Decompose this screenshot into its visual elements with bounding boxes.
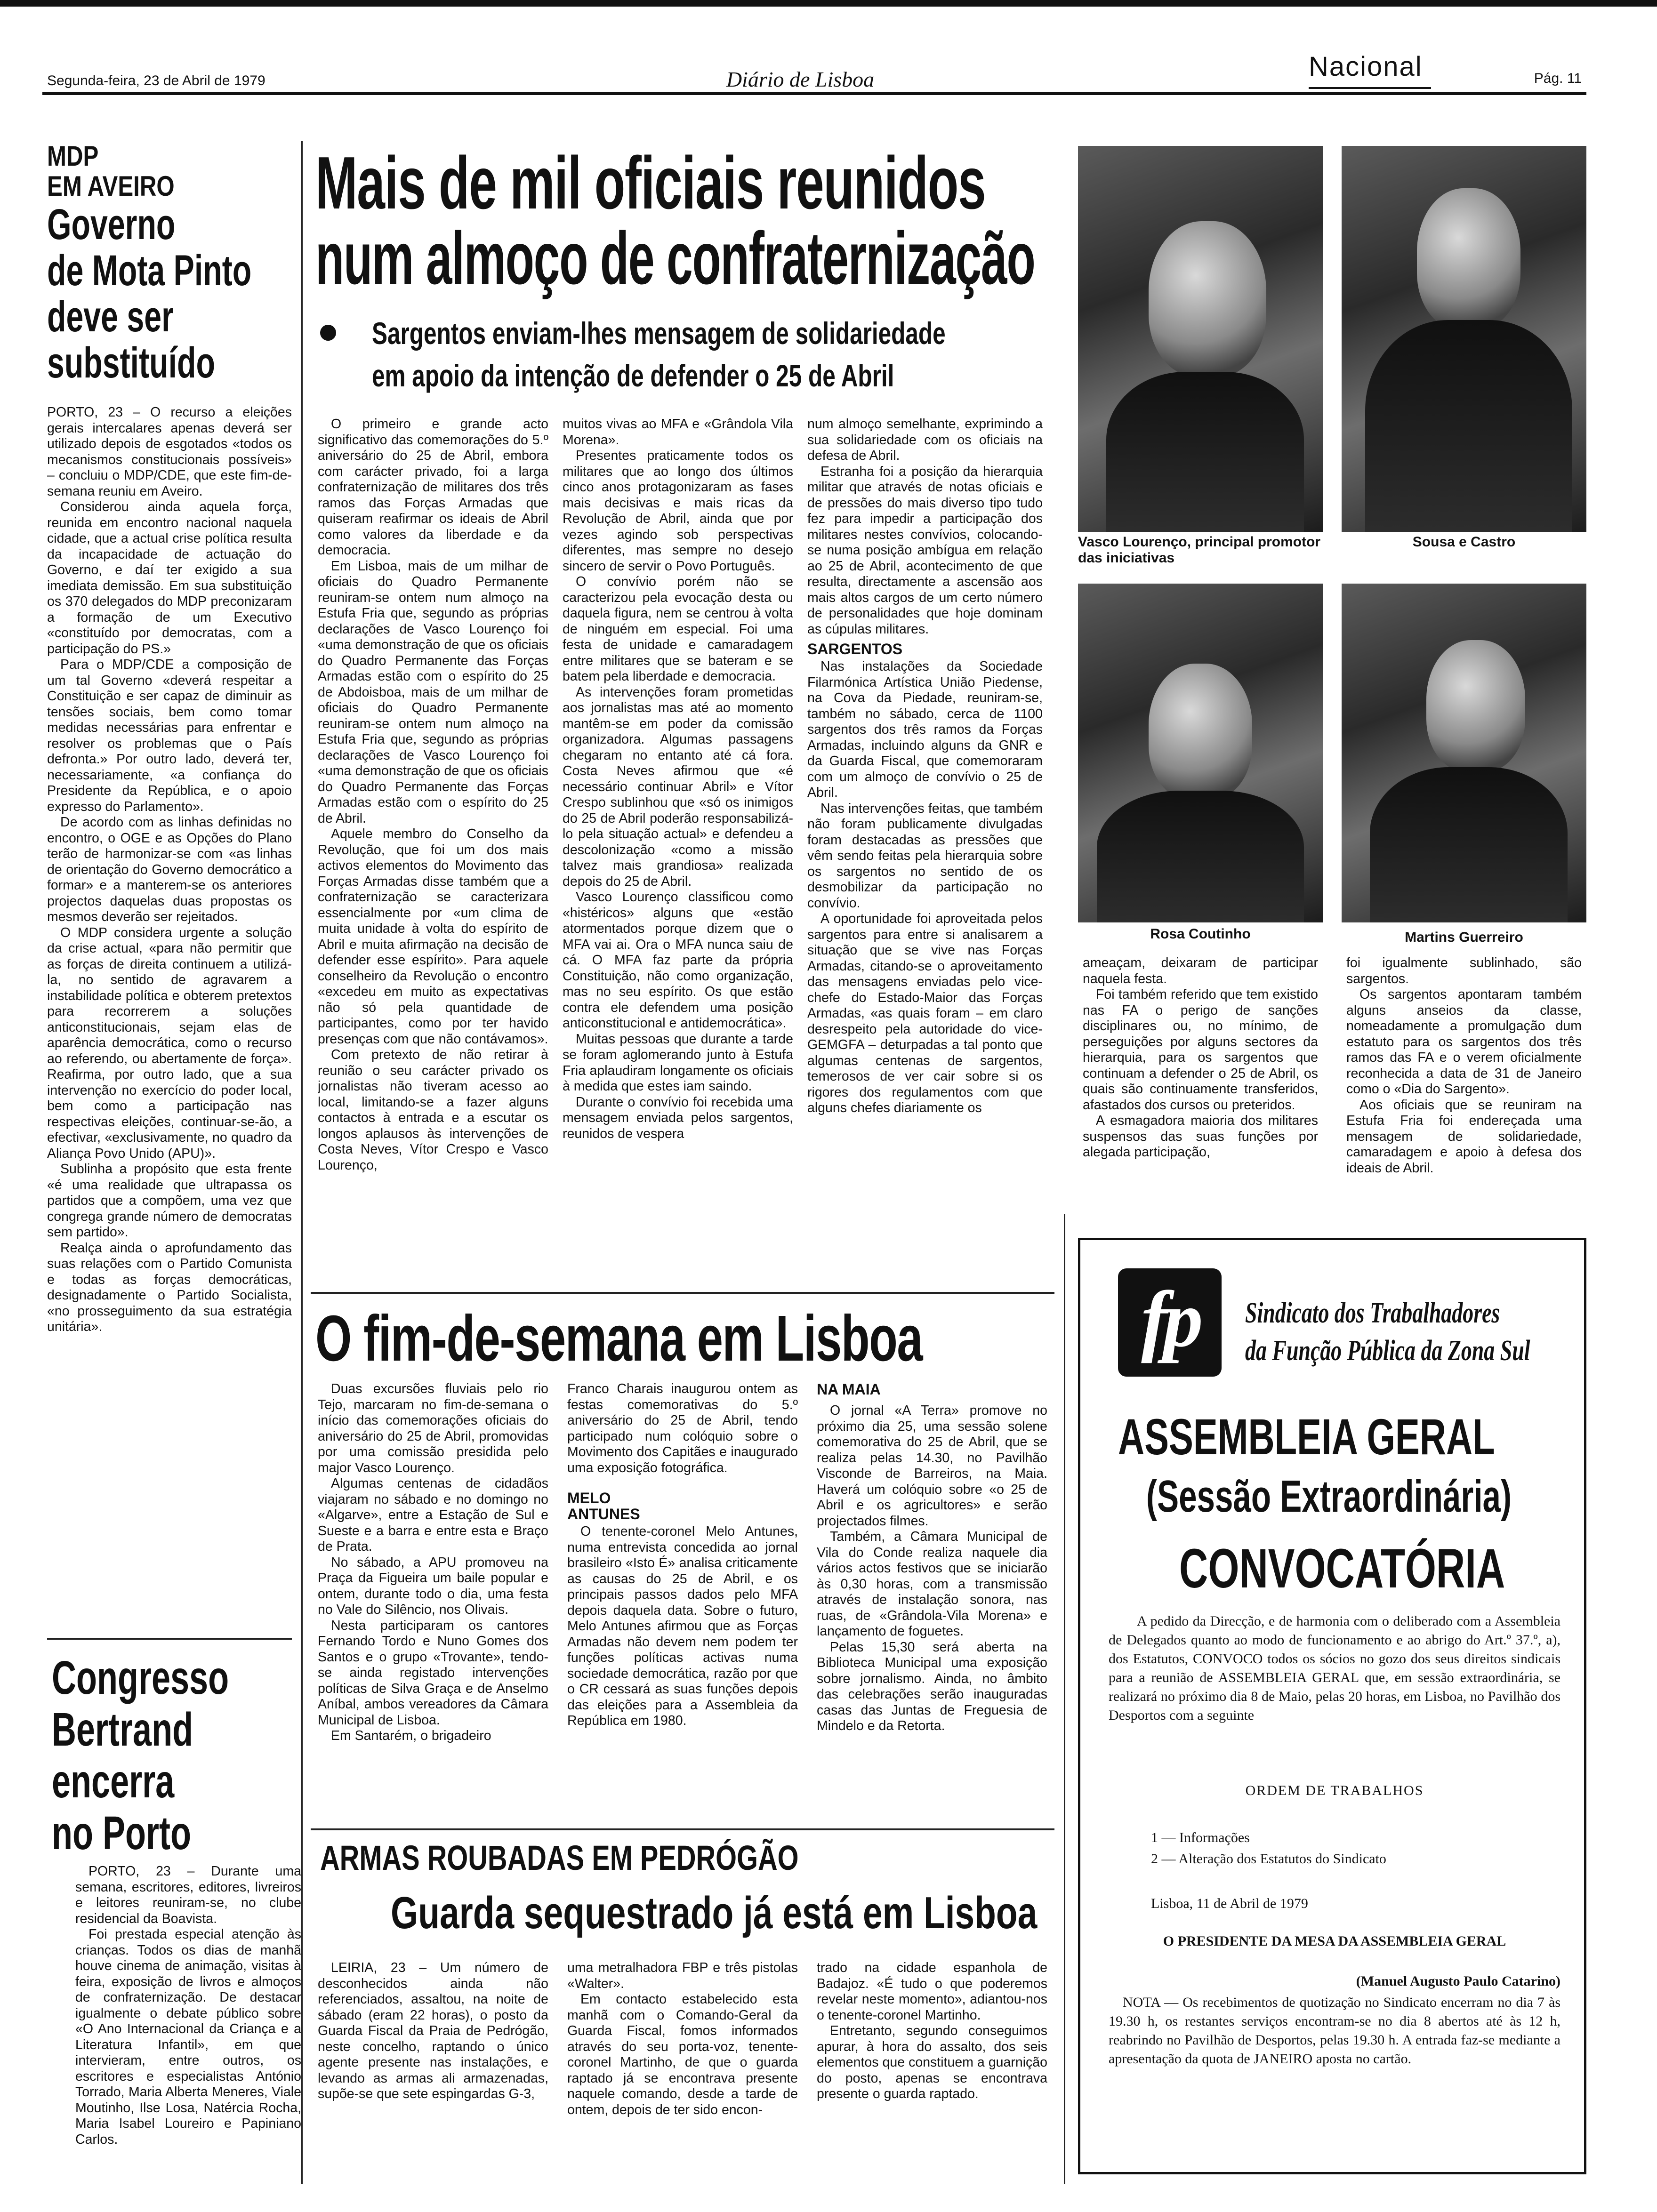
- paragraph: O tenente-coronel Melo Antunes, numa entrevista concedida ao jornal brasileiro «Isto É» analisa criticamente as causas do 25 de Abril, e os principais passos dados pelo MFA depois daquela data. Sobre o futuro, Melo Antunes afirmou que as Forças Armadas não devem nem podem ter funções políticas activas numa sociedade democrática, razão por que o CR cessará as suas funções depois das eleições para a Assembleia da República em 1980.: [567, 1524, 798, 1728]
- divider: [311, 1292, 1054, 1294]
- agenda-item-2: 2 — Alteração dos Estatutos do Sindicato: [1151, 1851, 1386, 1867]
- paragraph: PORTO, 23 – Durante uma semana, escritores, editores, livreiros e leitores reuniram-se, no clube residencial da Boavista.: [75, 1864, 301, 1926]
- union-announcement: [1078, 1238, 1586, 2174]
- divider: [311, 1828, 1054, 1830]
- paragraph: No sábado, a APU promoveu na Praça da Figueira um baile popular e ontem, durante todo o dia, uma festa no Vale do Silêncio, nos Olivais.: [318, 1555, 548, 1617]
- announcement-body: A pedido da Direcção, e de harmonia com o deliberado com a Assembleia de Delegados quanto ao modo de funcionamento e ao abrigo do Art.º 37.º, a), dos Estatutos, CONVOCO todos os sócios no gozo dos seus direitos sindicais para a reunião de ASSEMBLEIA GERAL que, em sessão extraordinária, se realizará no próximo dia 8 de Maio, pelas 20 horas, em Lisboa, no Pavilhão dos Desportos com a seguinte: [1109, 1613, 1560, 1723]
- paragraph: Duas excursões fluviais pelo rio Tejo, marcaram no fim-de-semana o início das comemorações oficiais do aniversário do 25 de Abril, promovidas por uma comissão presidida pelo major Vasco Lourenço.: [318, 1381, 548, 1475]
- paragraph: Em contacto estabelecido esta manhã com o Comando-Geral da Guarda Fiscal, fomos informados através do seu porta-voz, tenente-coronel Martinho, de que o guarda raptado já se encontrava presente naquele comando, desde a tarde de ontem, depois de ter sido encon-: [567, 1992, 798, 2117]
- caption-martins-guerreiro: Martins Guerreiro: [1405, 930, 1523, 945]
- bertrand-headline: [52, 1652, 297, 1868]
- photo-martins-guerreiro: [1342, 584, 1586, 922]
- armas-col-2: [567, 1960, 798, 2186]
- paragraph: Presentes praticamente todos os militares que ao longo dos últimos cinco anos protagonizaram as fases mais decisivas e mais ricas da Revolução de Abril, ainda que por vezes agindo sob perspectivas diferentes, mas sempre no desejo sincero de servir o Povo Português.: [563, 448, 793, 574]
- paragraph: Aquele membro do Conselho da Revolução, que foi um dos mais activos elementos do Movimento das Forças Armadas disse também que a confraternização se caracterizara essencialmente por «um clima de muita unidade à volta do espírito de Abril e muita afirmação na decisão de defender esse espírito». Para aquele conselheiro da Revolução o encontro «excedeu em muito as expectativas não só pela quantidade de participantes, como por ter havido presenças com que não contávamos».: [318, 826, 548, 1047]
- oficiais-headline-2: num almoço de confraternização: [315, 217, 1035, 300]
- mdp-body: [47, 405, 292, 1624]
- union-name-1: Sindicato dos Trabalhadores: [1245, 1297, 1500, 1329]
- paragraph: Também, a Câmara Municipal de Vila do Conde realiza naquele dia vários actos festivos que se iniciarão às 0,30 horas, com a transmissão através de instalação sonora, nas ruas, de «Grândola-Vila Morena» e lançamento de foguetes.: [817, 1529, 1047, 1639]
- caption-vasco-lourenco: Vasco Lourenço, principal promotor das iniciativas: [1078, 534, 1321, 566]
- paragraph: Em Lisboa, mais de um milhar de oficiais do Quadro Permanente reuniram-se ontem num almoço na Estufa Fria que, segundo as próprias declarações de Vasco Lourenço foi «uma demonstração de que os oficiais do Quadro Permanente das Forças Armadas estão com o espírito do 25 de Abdoisboa, mais de um milhar de oficiais do Quadro Permanente reuniram-se ontem num almoço na Estufa Fria que, segundo as próprias declarações de Vasco Lourenço foi «uma demonstração de que os oficiais do Quadro Permanente das Forças Armadas estão com o espírito do 25 de Abril.: [318, 558, 548, 826]
- portrait-body: [1106, 372, 1304, 532]
- assembly-title: ASSEMBLEIA GERAL: [1118, 1408, 1495, 1465]
- paragraph: trado na cidade espanhola de Badajoz. «É tudo o que poderemos revelar neste momento», adiantou-nos o tenente-coronel Martinho.: [817, 1960, 1047, 2023]
- bullet-icon: [320, 325, 336, 341]
- paragraph: num almoço semelhante, exprimindo a sua solidariedade com os oficiais na defesa de Abril.: [807, 417, 1043, 463]
- portrait-face: [1426, 640, 1525, 772]
- mdp-headline-3: deve ser: [47, 293, 174, 341]
- convocatoria-title: CONVOCATÓRIA: [1179, 1538, 1505, 1600]
- photo-vasco-lourenco: [1078, 146, 1323, 532]
- subsection-heading: ANTUNES: [567, 1506, 640, 1523]
- paragraph: A esmagadora maioria dos militares suspensos das suas funções por alegada participação,: [1083, 1113, 1318, 1160]
- agenda-title: ORDEM DE TRABALHOS: [1245, 1783, 1424, 1798]
- paragraph: Aos oficiais que se reuniram na Estufa Fria foi endereçada uma mensagem de solidariedade, camaradagem e apoio à defesa dos ideais de Abril.: [1346, 1097, 1582, 1176]
- paragraph: O primeiro e grande acto significativo das comemorações do 5.º aniversário do 25 de Abril, embora com carácter privado, foi a larga confraternização de militares dos três ramos das Forças Armadas que quiseram reafirmar os ideais de Abril como valores da liberdade e da democracia.: [318, 417, 548, 558]
- portrait-face: [1417, 188, 1520, 329]
- paragraph: Sublinha a propósito que esta frente «é uma realidade que ultrapassa os partidos que a compõem, uma vez que congrega grande número de democratas sem partido».: [47, 1162, 292, 1240]
- bertrand-head-4: no Porto: [52, 1807, 191, 1859]
- issue-date: Segunda-feira, 23 de Abril de 1979: [47, 73, 265, 88]
- paragraph: Nesta participaram os cantores Fernando Tordo e Nuno Gomes dos Santos e o grupo «Trovante», tendo-se ainda registado intervenções políticas de Silva Graça e de Anselmo Aníbal, ambos vereadores da Câmara Municipal de Lisboa.: [318, 1618, 548, 1728]
- paragraph: ameaçam, deixaram de participar naquela festa.: [1083, 955, 1318, 986]
- bertrand-head-3: encerra: [52, 1755, 175, 1808]
- armas-col-1: [318, 1960, 548, 2186]
- top-rule: [0, 0, 1657, 7]
- column-rule: [1064, 1214, 1065, 2184]
- president-title: O PRESIDENTE DA MESA DA ASSEMBLEIA GERAL: [1163, 1933, 1506, 1949]
- paragraph: O MDP considera urgente a solução da crise actual, «para não permitir que as forças de direita continuem a utilizá-la, no sentido de agravarem a instabilidade política e obterem pretextos para recorrerem a soluções anticonstitucionais, sejam elas de aparência democrática, como o recurso ao referendo, ou abertamente de força». Reafirma, por outro lado, que a sua intervenção no exercício do poder local, bem como a participação nas respectivas eleições, continuar-se-ão, a efectivar, «exclusivamente, no quadro da Aliança Povo Unido (APU)».: [47, 925, 292, 1161]
- paragraph: Realça ainda o aprofundamento das suas relações com o Partido Comunista e todas as forças democráticas, designadamente o Partido Socialista, «no prosseguimento da sua estratégia unitária».: [47, 1240, 292, 1334]
- paragraph: Estranha foi a posição da hierarquia militar que através de notas oficiais e de pressões do mais diverso tipo tudo fez para impedir a participação dos militares nestes convívios, colocando-se numa posição ambígua em relação ao 25 de Abril, acontecimento de que resulta, directamente a ascensão aos mais altos cargos de um certo número de personalidades que hoje dominam as cúpulas militares.: [807, 464, 1043, 637]
- fp-logo: [1118, 1268, 1222, 1377]
- subsection-heading: NA MAIA: [817, 1381, 881, 1398]
- paragraph: muitos vivas ao MFA e «Grândola Vila Morena».: [563, 417, 793, 448]
- fimdesemana-headline: O fim-de-semana em Lisboa: [315, 1302, 923, 1375]
- caption-sousa-castro: Sousa e Castro: [1412, 534, 1516, 550]
- paragraph: O jornal «A Terra» promove no próximo dia 25, uma sessão solene comemorativa do 25 de Abril, que se realiza pelas 14.30, no Pavilhão Visconde de Barreiros, na Maia. Haverá um colóquio sobre «o 25 de Abril e os agricultores» e serão projectados filmes.: [817, 1403, 1047, 1529]
- oficiais-col-3: [807, 417, 1043, 1254]
- bertrand-head-2: Bertrand: [52, 1703, 193, 1756]
- newspaper-name: Diário de Lisboa: [726, 67, 875, 91]
- bertrand-head-1: Congresso: [52, 1651, 229, 1704]
- subsection-heading: SARGENTOS: [807, 641, 903, 657]
- page-number: Pág. 11: [1534, 71, 1582, 86]
- paragraph: PORTO, 23 – O recurso a eleições gerais intercalares apenas deverá ser utilizado depois de esgotados «todos os mecanismos constitucionais possíveis» – concluiu o MDP/CDE, que este fim-de-semana reuniu em Aveiro.: [47, 405, 292, 499]
- fimdesemana-col-2: [567, 1381, 798, 1824]
- armas-col-3: [817, 1960, 1047, 2186]
- paragraph: Para o MDP/CDE a composição de um tal Governo «deverá respeitar a Constituição e ser capaz de diminuir as tensões sociais, bem como tomar medidas necessárias para enfrentar e resolver os problemas que o País defronta.» Por outro lado, deverá ter, necessariamente, «a confiança do Presidente da República, e o apoio expresso do Parlamento».: [47, 657, 292, 814]
- oficiais-subhead-1: Sargentos enviam-lhes mensagem de solidariedade: [372, 316, 946, 351]
- column-rule: [301, 141, 303, 2184]
- paragraph: Os sargentos apontaram também alguns anseios da classe, nomeadamente a promulgação dum estatuto para os sargentos dos três ramos das FA e o verem oficialmente reconhecida a data de 31 de Janeiro como o «Dia do Sargento».: [1346, 987, 1582, 1097]
- announcement-date: Lisboa, 11 de Abril de 1979: [1151, 1896, 1308, 1911]
- subsection-heading: MELO: [567, 1490, 611, 1507]
- fimdesemana-col-3: [817, 1381, 1047, 1824]
- mdp-kicker-2: EM AVEIRO: [47, 170, 175, 202]
- photo-rosa-coutinho: [1078, 584, 1323, 922]
- paragraph: Entretanto, segundo conseguimos apurar, à hora do assalto, dos seis elementos que constituem a guarnição do posto, apenas se encontrava presente o guarda raptado.: [817, 2023, 1047, 2101]
- portrait-face: [1149, 664, 1252, 800]
- portrait-body: [1097, 791, 1304, 922]
- section-underline: [1309, 87, 1431, 89]
- oficiais-subhead-2: em apoio da intenção de defender o 25 de Abril: [372, 358, 894, 393]
- paragraph: Muitas pessoas que durante a tarde se foram aglomerando junto à Estufa Fria aplaudiram longamente os oficiais à medida que estes iam saindo.: [563, 1031, 793, 1094]
- oficiais-col-1: [318, 417, 548, 1254]
- oficiais-col-2: [563, 417, 793, 1254]
- caption-rosa-coutinho: Rosa Coutinho: [1150, 926, 1251, 942]
- paragraph: O convívio porém não se caracterizou pela evocação desta ou daquela figura, nem se centrou à volta de ninguém em especial. Foi uma festa de unidade e camaradagem entre militares que se bateram e se batem pela liberdade e democracia.: [563, 574, 793, 684]
- mdp-headline-1: Governo: [47, 200, 176, 248]
- paragraph: Franco Charais inaugurou ontem as festas comemorativas do 5.º aniversário do 25 de Abril, tendo participado num colóquio sobre o Movimento dos Capitães e inaugurado uma exposição fotográfica.: [567, 1381, 798, 1475]
- paragraph: As intervenções foram prometidas aos jornalistas mas até ao momento mantêm-se em poder da comissão organizadora. Algumas passagens chegaram no entanto até cá fora. Costa Neves afirmou que «é necessário continuar Abril» e Vítor Crespo sublinhou que «só os inimigos do 25 de Abril poderão responsabilizá-lo pela situação actual» e defendeu a descolonização «como a missão talvez mais grandiosa» realizada depois do 25 de Abril.: [563, 684, 793, 889]
- section-label: Nacional: [1309, 51, 1423, 82]
- oficiais-headline-1: Mais de mil oficiais reunidos: [315, 142, 986, 224]
- announcement-note: NOTA — Os recebimentos de quotização no Sindicato encerram no dia 7 às 19.30 h, os restantes serviços encontram-se no dia 8 abertos até às 12 h, reabrindo no Pavilhão de Desportos, pelas 19.30 h. A entrada faz-se mediante a apresentação da quota de JANEIRO aposta no cartão.: [1109, 1995, 1560, 2067]
- mdp-headline-2: de Mota Pinto: [47, 247, 252, 295]
- portrait-face: [1149, 221, 1266, 377]
- paragraph: Foi também referido que tem existido nas FA o perigo de sanções disciplinares ou, no mínimo, de perseguições por alguns sectores da hierarquia, para os sargentos que continuam a defender o 25 de Abril, os quais são continuamente transferidos, afastados dos cursos ou preteridos.: [1083, 987, 1318, 1113]
- masthead-rule: [42, 92, 1586, 95]
- paragraph: Com pretexto de não retirar à reunião o seu carácter privado os jornalistas não tiveram acesso ao local, limitando-se a fazer alguns contactos à entrada e a escutar os longos aplausos às intervenções de Costa Neves, Vítor Crespo e Vasco Lourenço,: [318, 1047, 548, 1173]
- paragraph: Nas intervenções feitas, que também não foram publicamente divulgadas foram destacadas as pressões que vêm sendo feitas pela hierarquia sobre os sargentos no sentido de os desmobilizar da participação no convívio.: [807, 801, 1043, 911]
- photo-sousa-castro: [1342, 146, 1586, 532]
- paragraph: Nas instalações da Sociedade Filarmónica Artística União Piedense, na Cova da Piedade, reuniram-se, também no sábado, cerca de 1100 sargentos dos três ramos da Forças Armadas, incluindo alguns da GNR e da Guarda Fiscal, que comemoraram com um almoço de convívio o 25 de Abril.: [807, 659, 1043, 800]
- paragraph: foi igualmente sublinhado, são sargentos.: [1346, 955, 1582, 986]
- paragraph: LEIRIA, 23 – Um número de desconhecidos ainda não referenciados, assaltou, na noite de sábado (eram 22 horas), o posto da Guarda Fiscal da Praia de Pedrógão, neste concelho, raptando o único agente presente nas instalações, e levando as armas ali armazenadas, supõe-se que sete espingardas G-3,: [318, 1960, 548, 2101]
- mdp-headline-4: substituído: [47, 339, 215, 387]
- portrait-body: [1365, 320, 1572, 532]
- union-name-2: da Função Pública da Zona Sul: [1245, 1335, 1530, 1367]
- paragraph: A oportunidade foi aproveitada pelos sargentos para entre si analisarem a situação que se vive nas Forças Armadas, citando-se o aproveitamento das mensagens enviadas pelo vice-chefe do Estado-Maior das Forças Armadas, «as quais foram – em claro desrespeito pela autoridade do vice-GEMGFA – deturpadas a tal ponto que algumas centenas de sargentos, temerosos de ver cair sobre si os rigores dos regulamentos com que alguns chefes diariamente os: [807, 911, 1043, 1115]
- paragraph: Foi prestada especial atenção às crianças. Todos os dias de manhã houve cinema de animação, visitas à feira, exposição de livros e almoços de confraternização. De destacar igualmente o debate público sobre «O Ano Internacional da Criança e a Literatura Infantil», em que intervieram, entre outros, os escritores e especialistas António Torrado, Maria Alberta Meneres, Viale Moutinho, Ilse Losa, Natércia Rocha, Maria Isabel Loureiro e Papiniano Carlos.: [75, 1927, 301, 2147]
- paragraph: Considerou ainda aquela força, reunida em encontro nacional naquela cidade, que a actual crise política resulta da incapacidade de actuação do Governo, e daí ter exigido a sua imediata demissão. Em sua substituição os 370 delegados do MDP preconizaram a formação de um Executivo «constituído por democratas, com a participação do PS.»: [47, 499, 292, 657]
- agenda-item-1: 1 — Informações: [1151, 1830, 1250, 1845]
- oficiais-col-5: [1346, 955, 1582, 1210]
- armas-headline: Guarda sequestrado já está em Lisboa: [391, 1888, 1038, 1938]
- paragraph: Durante o convívio foi recebida uma mensagem enviada pelos sargentos, reunidos de vespera: [563, 1094, 793, 1141]
- divider: [47, 1638, 292, 1640]
- armas-kicker: ARMAS ROUBADAS EM PEDRÓGÃO: [320, 1838, 799, 1877]
- assembly-subtitle: (Sessão Extraordinária): [1146, 1471, 1512, 1522]
- bertrand-body: [75, 1864, 301, 2184]
- fimdesemana-col-1: [318, 1381, 548, 1824]
- paragraph: Algumas centenas de cidadãos viajaram no sábado e no domingo no «Algarve», entre a Estação de Sul e Sueste e a barra e entre esta e Braço de Prata.: [318, 1476, 548, 1554]
- paragraph: Em Santarém, o brigadeiro: [331, 1728, 491, 1743]
- paragraph: Vasco Lourenço classificou como «histéricos» alguns que «estão atormentados porque dizem que o MFA vai ai. Ora o MFA nunca saiu de cá. O MFA faz parte da própria Constituição, não como organização, mas no seu espírito. Os que estão contra ele defendem uma posição anticonstitucional e antidemocrática».: [563, 890, 793, 1031]
- portrait-body: [1370, 767, 1568, 922]
- oficiais-col-4: [1083, 955, 1318, 1210]
- mdp-kicker: MDP: [47, 140, 99, 172]
- fp-logo-text: fp: [1141, 1275, 1199, 1363]
- paragraph: Pelas 15,30 será aberta na Biblioteca Municipal uma exposição sobre jornalismo. Ainda, no âmbito das celebrações serão inauguradas casas das Juntas de Freguesia de Mindelo e da Retorta.: [817, 1639, 1047, 1733]
- paragraph: uma metralhadora FBP e três pistolas «Walter».: [567, 1960, 798, 1991]
- paragraph: De acordo com as linhas definidas no encontro, o OGE e as Opções do Plano terão de harmonizar-se com «as linhas de orientação do Governo democrático a formar» e a manterem-se os anteriores projectos daquelas duas propostas os mesmos deverão ser rejeitados.: [47, 815, 292, 924]
- president-name: (Manuel Augusto Paulo Catarino): [1356, 1973, 1560, 1989]
